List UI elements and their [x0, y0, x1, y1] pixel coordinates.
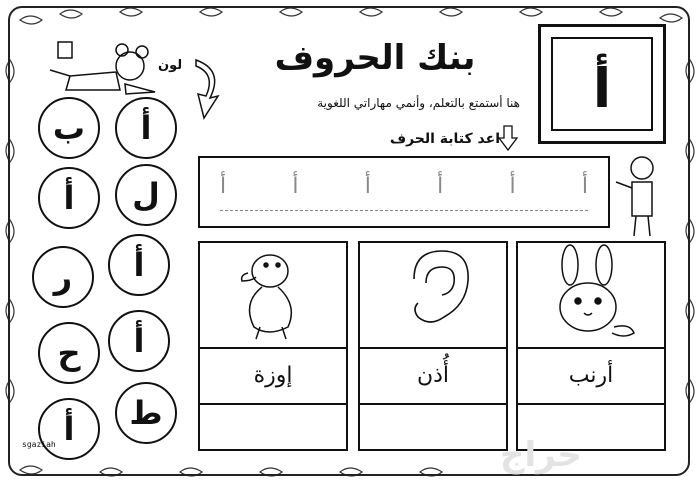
color-instruction: لون: [158, 58, 183, 73]
letter-circle[interactable]: أ: [38, 398, 100, 460]
main-letter-box: [538, 24, 666, 144]
card-word: أرنب: [518, 347, 664, 405]
trace-letter: أ: [509, 174, 516, 199]
signature: sgaziah: [22, 440, 56, 449]
trace-letter: أ: [581, 174, 588, 199]
ear-icon: [360, 243, 506, 343]
card-picture-area: [360, 243, 506, 349]
main-letter-inner-frame: [551, 37, 653, 131]
trace-letter: أ: [364, 174, 371, 199]
letter-circle[interactable]: ر: [32, 246, 94, 308]
card-write-space[interactable]: [200, 403, 346, 449]
trace-letter: أ: [220, 174, 227, 199]
card-write-space[interactable]: [360, 403, 506, 449]
letter-circle[interactable]: أ: [115, 97, 177, 159]
letter-circle[interactable]: أ: [38, 167, 100, 229]
trace-letters: [220, 174, 588, 199]
letter-circle[interactable]: أ: [108, 310, 170, 372]
card-picture-area: [200, 243, 346, 349]
main-letter: أ: [592, 57, 612, 120]
page-title: بنك الحروف: [274, 38, 476, 78]
letter-circle[interactable]: ط: [115, 382, 177, 444]
card-picture-area: [518, 243, 664, 349]
trace-letter: أ: [437, 174, 444, 199]
letter-circle[interactable]: ح: [38, 322, 100, 384]
trace-letter: أ: [292, 174, 299, 199]
card-word: إوزة: [200, 347, 346, 405]
boy-pointing-icon: [612, 152, 660, 238]
page-subtitle: هنا أستمتع بالتعلم، وأنمي مهاراتي اللغوية: [317, 96, 520, 110]
girl-reading-icon: [30, 36, 160, 96]
watermark: حراج: [500, 435, 582, 475]
word-card-goose: [198, 241, 348, 451]
letter-circle[interactable]: ب: [38, 97, 100, 159]
goose-icon: [200, 243, 346, 343]
down-arrow-icon: [498, 124, 518, 152]
word-card-ear: [358, 241, 508, 451]
rabbit-icon: [518, 243, 664, 343]
curved-arrow-icon: [182, 56, 222, 126]
letter-circle[interactable]: ل: [115, 164, 177, 226]
card-word: أُذن: [360, 347, 506, 405]
trace-box[interactable]: [198, 156, 610, 228]
trace-baseline: [220, 210, 588, 211]
write-instruction: اعد كتابة الحرف: [389, 131, 500, 147]
word-card-rabbit: [516, 241, 666, 451]
letter-circle[interactable]: أ: [108, 234, 170, 296]
